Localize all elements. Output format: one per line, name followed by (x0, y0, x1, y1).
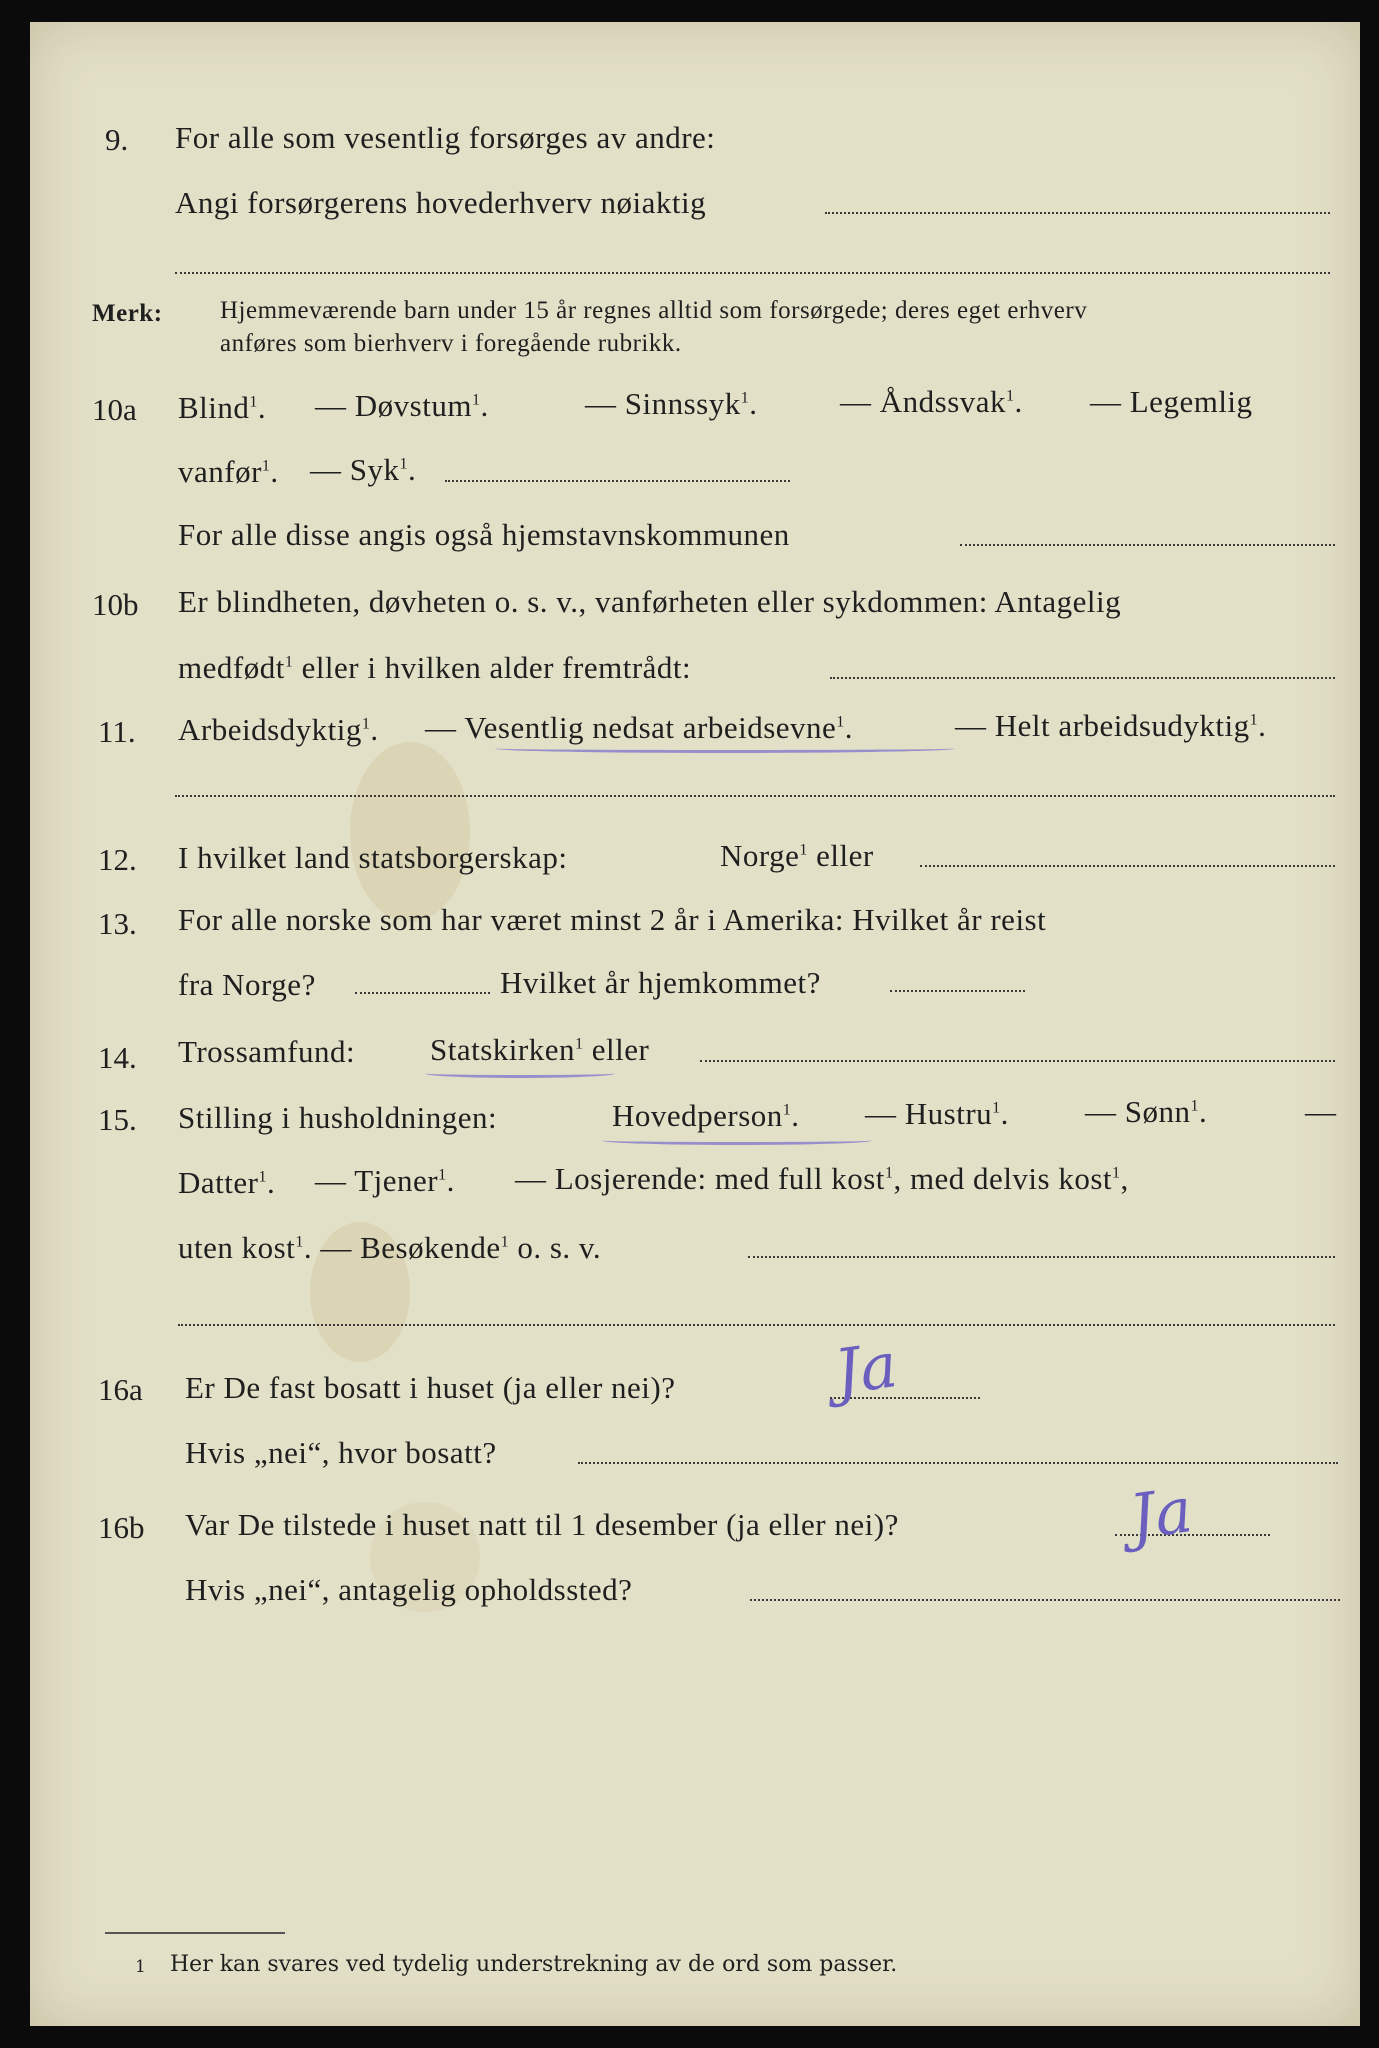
q15-answer-line-2[interactable] (178, 1324, 1335, 1326)
merk-note-line2: anføres som bierhverv i foregående rubrikk. (220, 330, 682, 357)
merk-note-line1: Hjemmeværende barn under 15 år regnes alltid som forsørgede; deres eget erhverv (220, 297, 1088, 324)
q16a-handwritten-answer: Ja (830, 1328, 902, 1409)
q13-question: For alle norske som har været minst 2 år i Amerika: Hvilket år reist (178, 902, 1047, 937)
footnote-text: Her kan svares ved tydelig understrekning av de ord som passer. (170, 1952, 898, 1977)
q16b-question: Var De tilstede i huset natt til 1 desember (ja eller nei)? (185, 1507, 899, 1542)
q12-question: I hvilket land statsborgerskap: (178, 840, 568, 875)
q16a-question: Er De fast bosatt i huset (ja eller nei)? (185, 1370, 676, 1405)
q10a-syk: — Syk$^1$. (310, 452, 417, 487)
q13-hjemkommet-line[interactable] (890, 990, 1025, 992)
q15-underline-mark (602, 1136, 872, 1145)
q15-question: Stilling i husholdningen: (178, 1100, 498, 1135)
q10b-number: 10b (92, 587, 139, 622)
q10b-medfodt: medfødt$^1$ eller i hvilken alder fremtrådt: (178, 650, 692, 685)
q15-answer-line[interactable] (748, 1256, 1335, 1258)
q10a-answer-line[interactable] (445, 480, 790, 482)
q13-reist-line[interactable] (355, 992, 490, 994)
q14-underline-mark (425, 1069, 615, 1078)
q11-answer-line[interactable] (175, 795, 1335, 797)
q10a-hjemstavn-line[interactable] (960, 544, 1335, 546)
q14-statskirken: Statskirken$^1$ eller (430, 1032, 650, 1067)
q15-number: 15. (98, 1102, 137, 1137)
q16a-hvis-nei: Hvis „nei“, hvor bosatt? (185, 1435, 497, 1470)
footnote-rule (105, 1932, 285, 1934)
q15-losjerende: — Losjerende: med full kost$^1$, med delvis kost$^1$, (515, 1161, 1129, 1196)
q9-answer-line[interactable] (825, 212, 1330, 214)
q12-answer-line[interactable] (920, 865, 1335, 867)
q11-underline-mark (495, 744, 955, 753)
q9-number: 9. (105, 122, 129, 157)
q15-tjener: — Tjener$^1$. (315, 1163, 455, 1198)
merk-label: Merk: (92, 300, 163, 327)
q14-question: Trossamfund: (178, 1034, 356, 1069)
q9-instruction: Angi forsørgerens hovederhverv nøiaktig (175, 185, 707, 220)
q15-dash: — (1305, 1094, 1337, 1129)
q15-sonn: — Sønn$^1$. (1085, 1094, 1208, 1129)
q16b-number: 16b (98, 1510, 145, 1545)
q16b-hvis-nei: Hvis „nei“, antagelig opholdssted? (185, 1572, 633, 1607)
q10a-number: 10a (92, 392, 137, 427)
q10a-vanfor: vanfør$^1$. (178, 454, 279, 489)
footnote-mark: 1 (135, 1957, 146, 1977)
q16a-number: 16a (98, 1372, 143, 1407)
q15-hustru: — Hustru$^1$. (865, 1096, 1009, 1131)
q9-question: For alle som vesentlig forsørges av andre: (175, 120, 716, 155)
q13-fra-norge: fra Norge? (178, 967, 316, 1002)
q10b-question: Er blindheten, døvheten o. s. v., vanførheten eller sykdommen: Antagelig (178, 584, 1122, 619)
q14-answer-line[interactable] (700, 1060, 1335, 1062)
q16b-handwritten-answer: Ja (1125, 1473, 1197, 1554)
q10a-sinnssyk: — Sinnssyk$^1$. (585, 386, 758, 421)
q11-arbeidsdyktig: Arbeidsdyktig$^1$. (178, 712, 379, 747)
q15-datter: Datter$^1$. (178, 1165, 276, 1200)
q11-number: 11. (98, 714, 136, 749)
q16b-opholdssted-line[interactable] (750, 1599, 1340, 1601)
paper-stain (350, 742, 470, 922)
q10a-legemlig: — Legemlig (1090, 384, 1253, 419)
q15-hovedperson: Hovedperson$^1$. (612, 1098, 800, 1133)
q15-uten-kost: uten kost$^1$. — Besøkende$^1$ o. s. v. (178, 1230, 602, 1265)
q9-answer-line-2[interactable] (175, 272, 1330, 274)
q16a-bosatt-line[interactable] (578, 1462, 1338, 1464)
q10a-hjemstavn: For alle disse angis også hjemstavnskommunen (178, 517, 790, 552)
q14-number: 14. (98, 1040, 137, 1075)
q10b-answer-line[interactable] (830, 677, 1335, 679)
q12-norge: Norge$^1$ eller (720, 838, 874, 873)
q11-udyktig: — Helt arbeidsudyktig$^1$. (955, 708, 1267, 743)
q13-number: 13. (98, 906, 137, 941)
q10a-blind: Blind$^1$. (178, 390, 267, 425)
q10a-andssvak: — Åndssvak$^1$. (840, 384, 1023, 419)
q11-nedsat: — Vesentlig nedsat arbeidsevne$^1$. (425, 710, 854, 745)
census-form-page (30, 22, 1360, 2026)
q12-number: 12. (98, 842, 137, 877)
q13-hjemkommet: Hvilket år hjemkommet? (500, 965, 821, 1000)
q10a-dovstum: — Døvstum$^1$. (315, 388, 489, 423)
